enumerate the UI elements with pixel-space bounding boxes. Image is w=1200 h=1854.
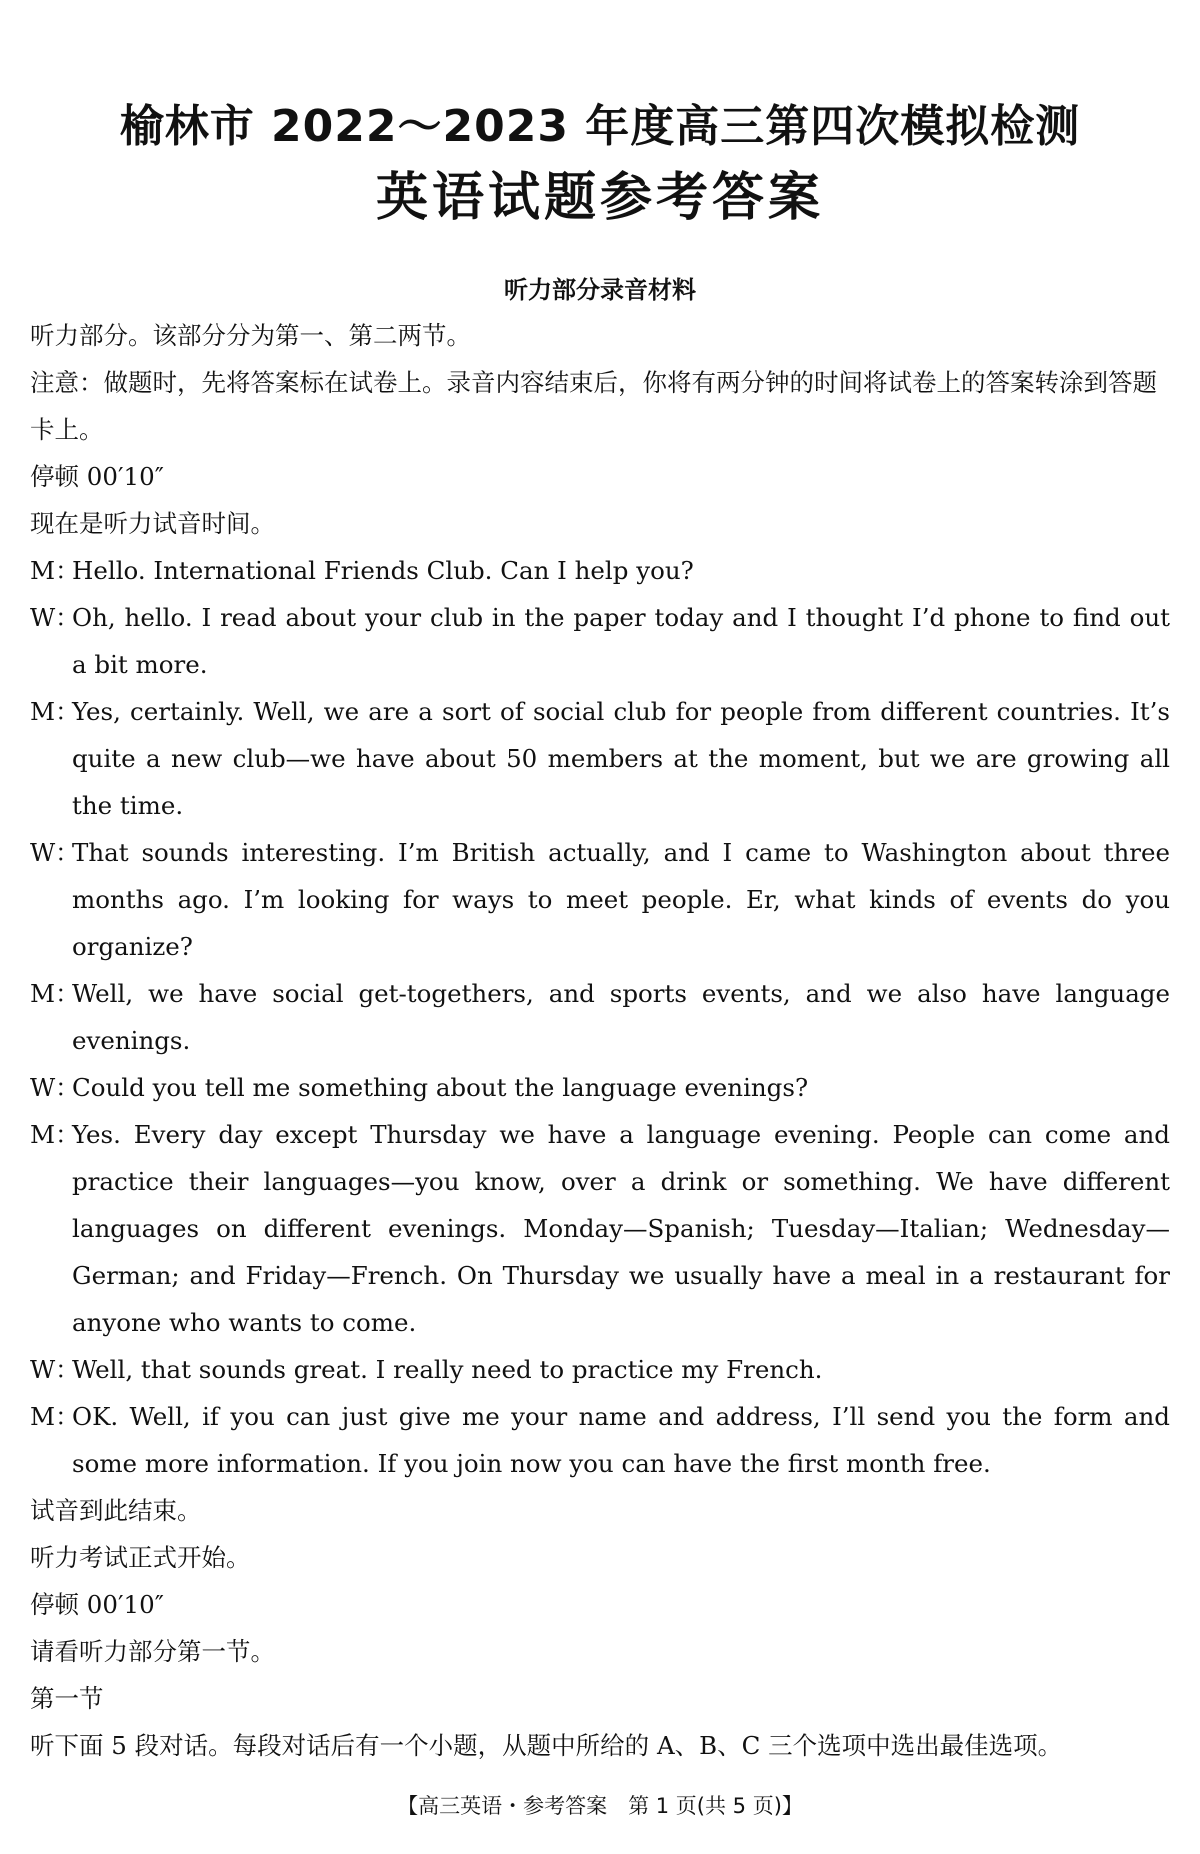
page-footer: 【高三英语・参考答案 第 1 页(共 5 页)】 (397, 1794, 803, 1818)
dialogue-line (30, 1346, 1170, 1393)
pause-line: 停顿 00′10″ (30, 1590, 164, 1619)
dialogue-line (30, 688, 1170, 829)
outro-line: 请看听力部分第一节。 (30, 1637, 275, 1666)
dialogue-line (30, 829, 1170, 970)
intro-line: 听力部分。该部分分为第一、第二两节。 (30, 321, 471, 350)
speaker-label: W： (30, 838, 80, 867)
dialogue-text: That sounds interesting. I’m British actually, and I came to Washington about three months ago. I’m looking for ways to meet people. Er, what kinds of events do you organize? (72, 838, 1170, 961)
outro-line: 听力考试正式开始。 (30, 1543, 251, 1572)
dialogue-line (30, 970, 1170, 1064)
speaker-label: W： (30, 1073, 80, 1102)
outro-line: 试音到此结束。 (30, 1496, 202, 1525)
instructions-line: 听下面 5 段对话。每段对话后有一个小题，从题中所给的 A、B、C 三个选项中选出最佳选项。 (30, 1731, 1063, 1760)
dialogue-line (30, 547, 1170, 594)
dialogue-text: Hello. International Friends Club. Can I help you? (72, 556, 694, 585)
speaker-label: W： (30, 1355, 80, 1384)
document-title: 英语试题参考答案 (375, 168, 824, 228)
dialogue-text: OK. Well, if you can just give me your name and address, I’ll send you the form and some more information. If you join now you can have the first month free. (72, 1402, 1170, 1478)
speaker-label: M： (30, 979, 80, 1008)
dialogue-text: Yes. Every day except Thursday we have a language evening. People can come and practice their languages—you know, over a drink or something. We have different languages on different evenings. Monday—Spanish; Tuesday—Italian; Wednesday—German; and Friday—French. On Thursday we usually have a meal in a restaurant for anyone who wants to come. (72, 1120, 1170, 1337)
dialogue-line (30, 1064, 1170, 1111)
pause-line: 停顿 00′10″ (30, 462, 164, 491)
subsection-heading: 第一节 (30, 1684, 104, 1713)
dialogue-text: Yes, certainly. Well, we are a sort of social club for people from different countries. It’s quite a new club—we have about 50 members at the moment, but we are growing all the time. (72, 697, 1170, 820)
dialogue-text: Well, that sounds great. I really need to practice my French. (72, 1355, 823, 1384)
dialogue-text: Oh, hello. I read about your club in the paper today and I thought I’d phone to find out a bit more. (72, 603, 1170, 679)
speaker-label: M： (30, 1120, 80, 1149)
speaker-label: M： (30, 1402, 80, 1431)
dialogue-line (30, 1393, 1170, 1487)
dialogue-text: Well, we have social get-togethers, and sports events, and we also have language evenings. (72, 979, 1170, 1055)
dialogue-text: Could you tell me something about the language evenings? (72, 1073, 809, 1102)
section-heading: 听力部分录音材料 (504, 276, 696, 304)
speaker-label: M： (30, 697, 80, 726)
speaker-label: M： (30, 556, 80, 585)
speaker-label: W： (30, 603, 80, 632)
intro-line: 现在是听力试音时间。 (30, 509, 275, 538)
transcript-body (30, 312, 1170, 1769)
intro-line: 注意：做题时，先将答案标在试卷上。录音内容结束后，你将有两分钟的时间将试卷上的答案转涂到答题卡上。 (30, 368, 1157, 444)
dialogue-line (30, 1111, 1170, 1346)
exam-title: 榆林市 2022～2023 年度高三第四次模拟检测 (119, 101, 1081, 152)
dialogue-line (30, 594, 1170, 688)
